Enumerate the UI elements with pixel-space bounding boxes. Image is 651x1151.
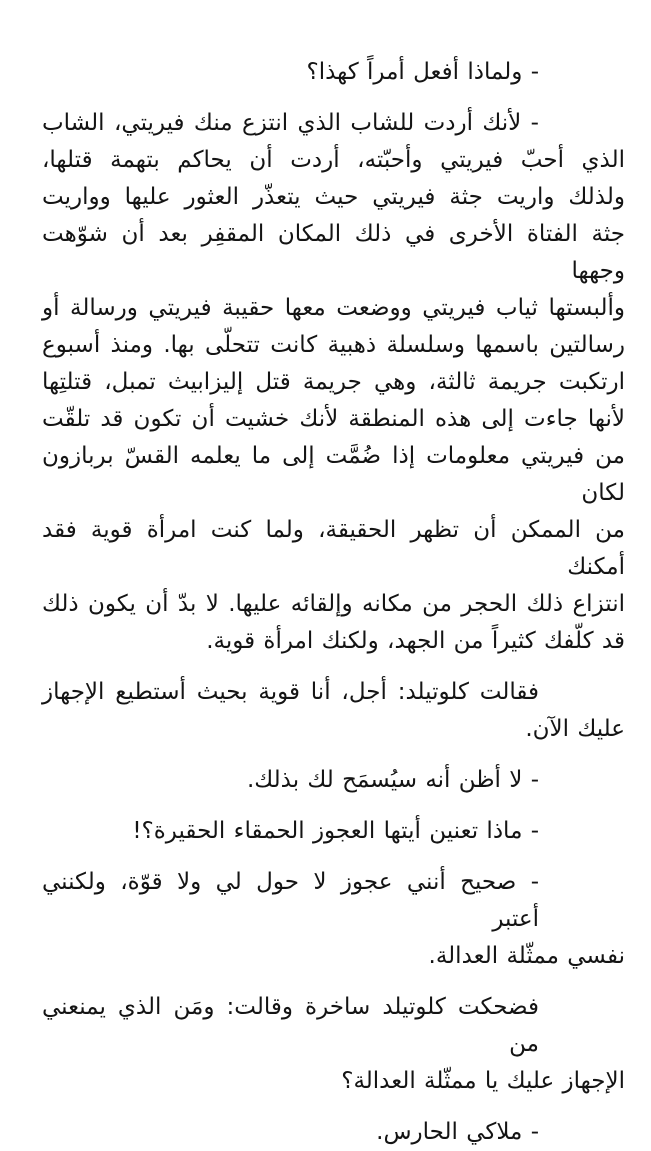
- text-line: من فيريتي معلومات إذا ضُمَّت إلى ما يعلمه القسّ بربازون لكان: [42, 443, 625, 506]
- paragraph: [42, 54, 625, 91]
- text-line: الإجهاز عليك يا ممثّلة العدالة؟: [341, 1068, 625, 1094]
- text-line: ولذلك واريت جثة فيريتي حيث يتعذّر العثور عليها وواريت: [42, 184, 625, 210]
- text-line: - لا أظن أنه سيُسمَح لك بذلك.: [246, 767, 539, 793]
- text-line: قد كلّفك كثيراً من الجهد، ولكنك امرأة قوية.: [206, 628, 625, 654]
- text-line: من الممكن أن تظهر الحقيقة، ولما كنت امرأة قوية فقد أمكنك: [42, 517, 625, 580]
- text-line: رسالتين باسمها وسلسلة ذهبية كانت تتحلّى بها. ومنذ أسبوع: [42, 332, 625, 358]
- text-line: - ماذا تعنين أيتها العجوز الحمقاء الحقيرة؟!: [132, 818, 539, 844]
- text-line: ارتكبت جريمة ثالثة، وهي جريمة قتل إليزابيث تمبل، قتلتِها: [42, 369, 625, 395]
- text-line: - ملاكي الحارس.: [376, 1119, 539, 1145]
- text-line: الذي أحبّ فيريتي وأحبّته، أردت أن يحاكم بتهمة قتلها،: [42, 147, 625, 173]
- paragraph: [42, 864, 625, 975]
- paragraph: [42, 762, 625, 799]
- text-line: وألبستها ثياب فيريتي ووضعت معها حقيبة فيريتي ورسالة أو: [42, 295, 625, 321]
- text-line: لأنها جاءت إلى هذه المنطقة لأنك خشيت أن تكون قد تلقّت: [42, 406, 625, 432]
- paragraph: [42, 105, 625, 660]
- paragraph: [42, 674, 625, 748]
- text-line: نفسي ممثّلة العدالة.: [428, 943, 625, 969]
- text-line: - ولماذا أفعل أمراً كهذا؟: [306, 59, 539, 85]
- paragraph: [42, 1114, 625, 1151]
- paragraph: [42, 989, 625, 1100]
- text-line: عليك الآن.: [525, 716, 625, 742]
- paragraph: [42, 813, 625, 850]
- text-line: فضحكت كلوتيلد ساخرة وقالت: ومَن الذي يمنعني من: [42, 994, 539, 1057]
- text-line: انتزاع ذلك الحجر من مكانه وإلقائه عليها. لا بدّ أن يكون ذلك: [42, 591, 625, 617]
- text-line: جثة الفتاة الأخرى في ذلك المكان المقفِر بعد أن شوّهت وجهها: [42, 221, 625, 284]
- text-line: فقالت كلوتيلد: أجل، أنا قوية بحيث أستطيع الإجهاز: [42, 679, 539, 705]
- text-line: - صحيح أنني عجوز لا حول لي ولا قوّة، ولكنني أعتبر: [42, 869, 539, 932]
- text-line: - لأنك أردت للشاب الذي انتزع منك فيريتي، الشاب: [42, 110, 539, 136]
